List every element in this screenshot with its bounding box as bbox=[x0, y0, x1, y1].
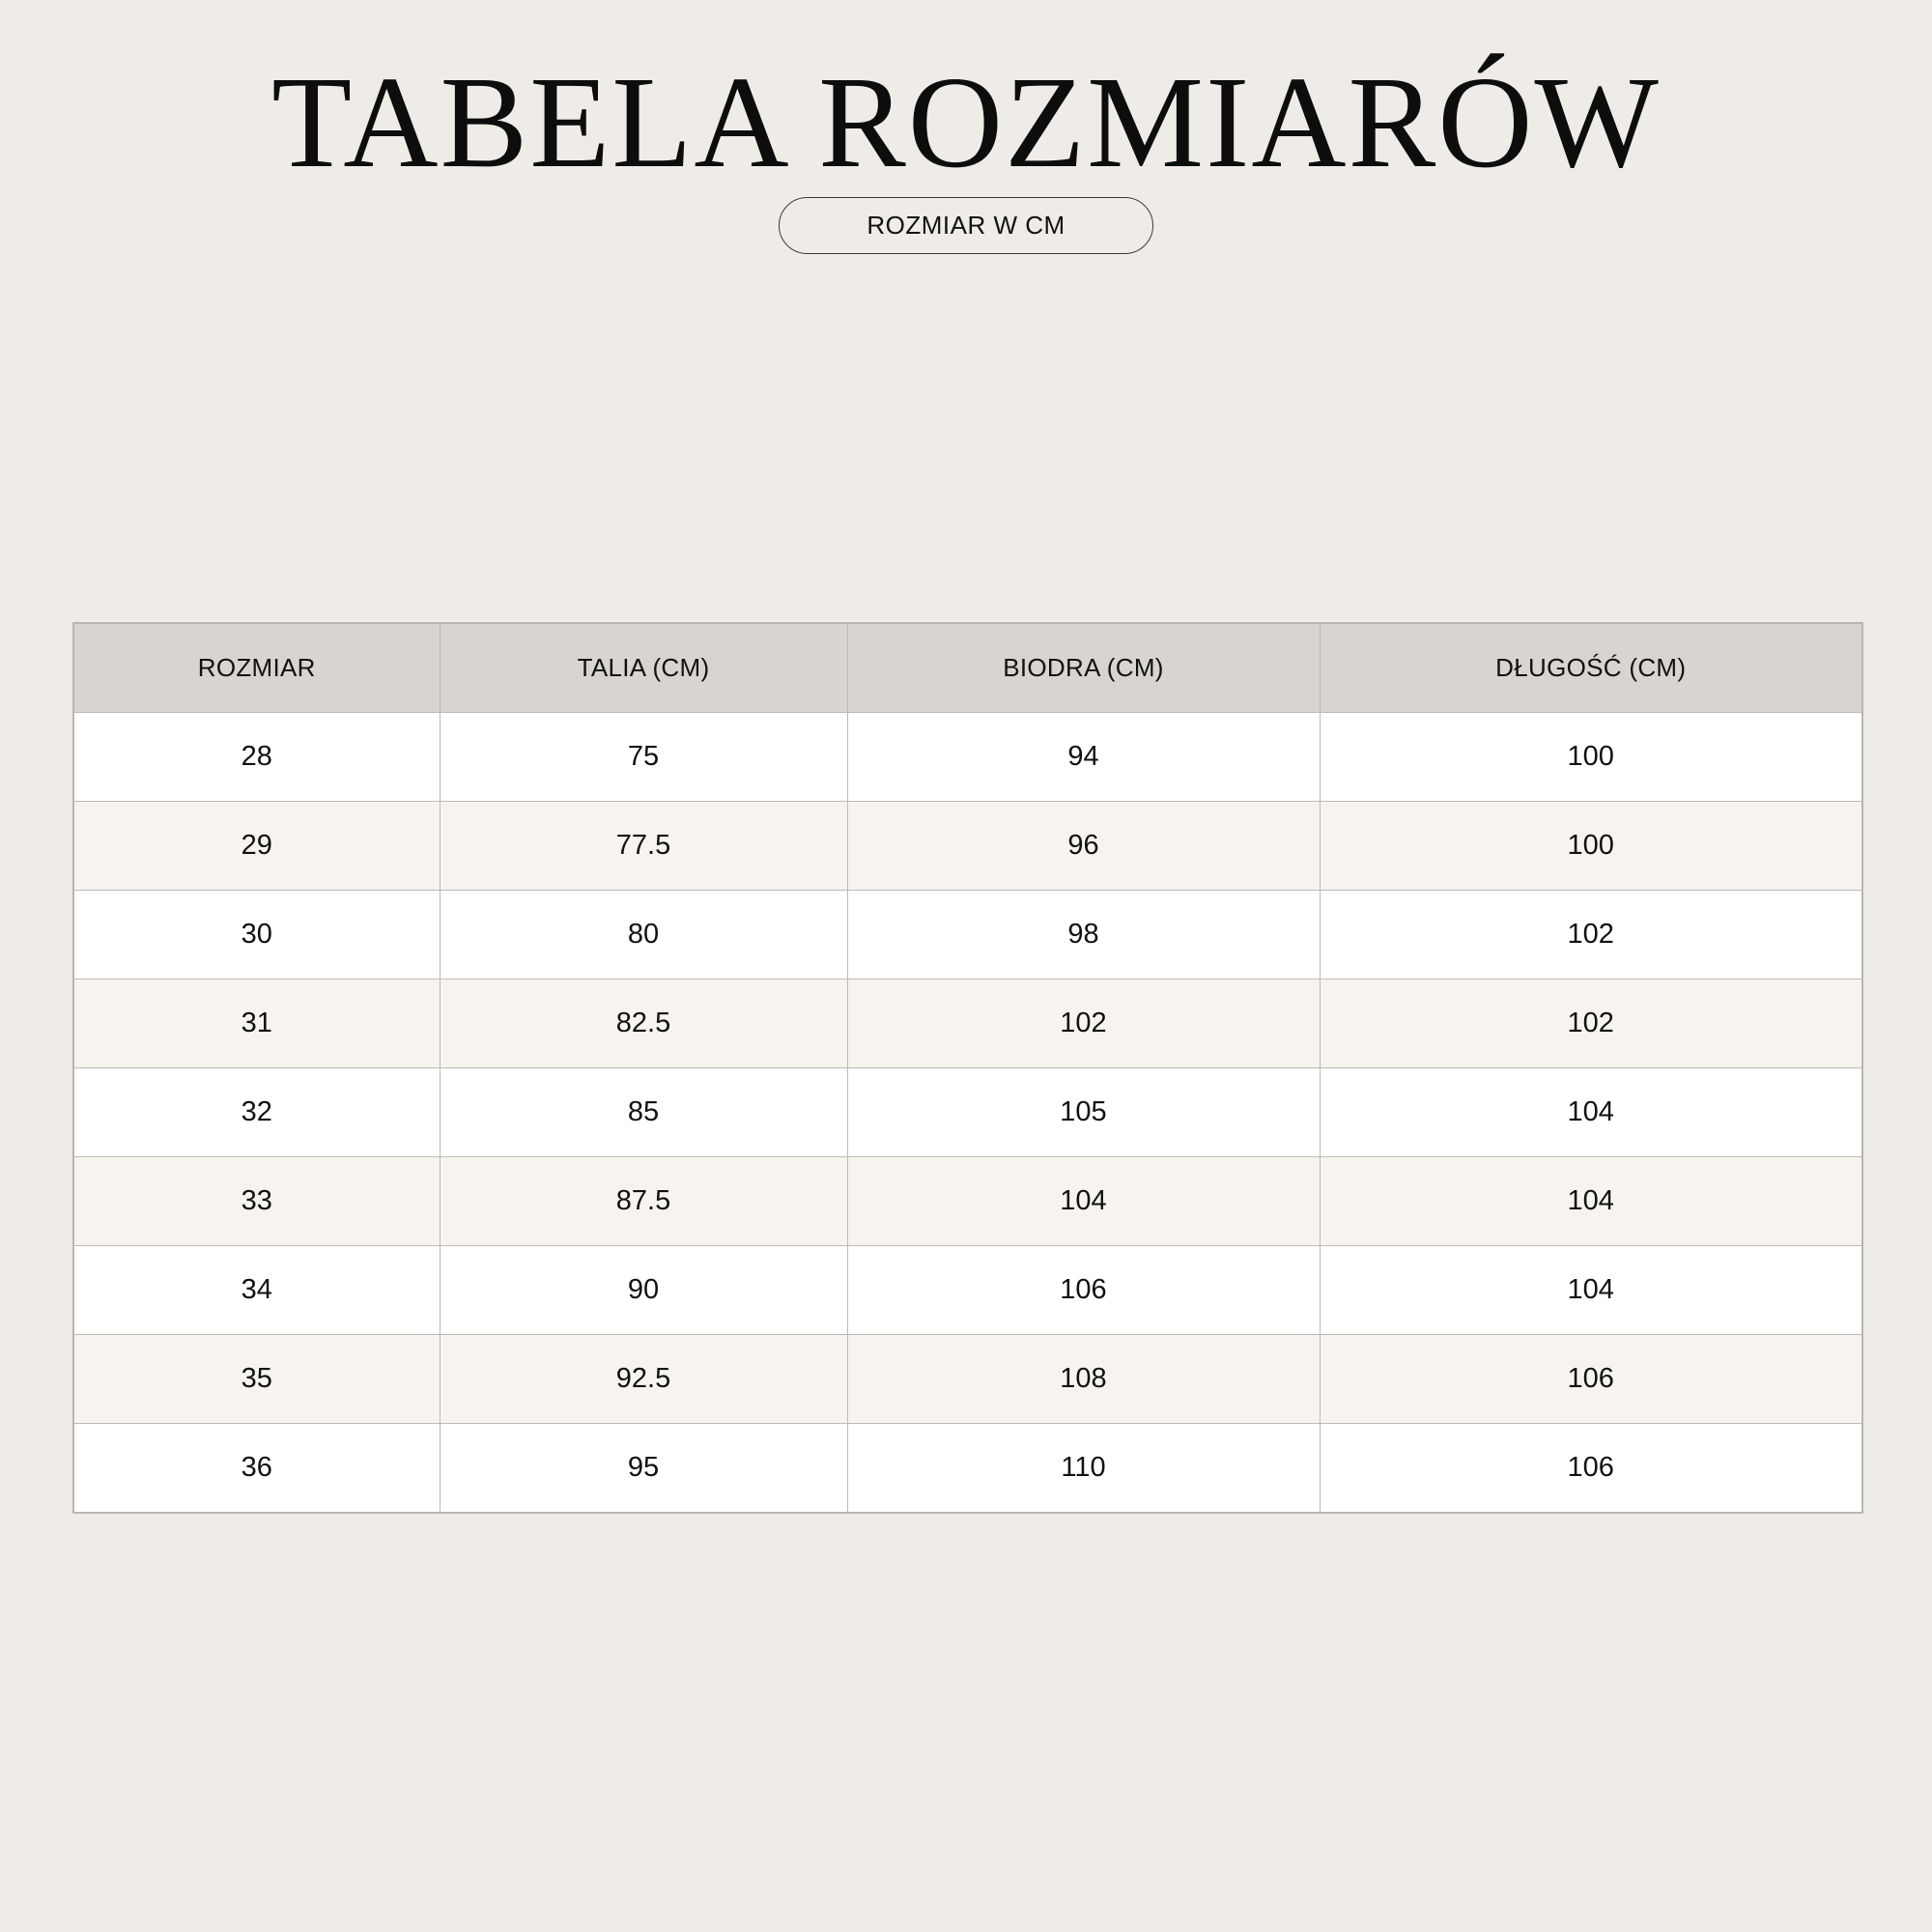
cell-size: 29 bbox=[73, 802, 440, 891]
table-row bbox=[73, 802, 1862, 891]
cell-hips: 102 bbox=[847, 980, 1320, 1068]
cell-waist: 90 bbox=[440, 1246, 847, 1335]
cell-waist: 77.5 bbox=[440, 802, 847, 891]
unit-badge-label: ROZMIAR W CM bbox=[867, 211, 1065, 240]
table-row bbox=[73, 891, 1862, 980]
cell-length: 104 bbox=[1320, 1157, 1862, 1246]
table-row bbox=[73, 713, 1862, 802]
page-title: TABELA ROZMIARÓW bbox=[271, 50, 1661, 195]
cell-size: 34 bbox=[73, 1246, 440, 1335]
cell-length: 102 bbox=[1320, 980, 1862, 1068]
cell-size: 33 bbox=[73, 1157, 440, 1246]
header-dlugosc: DŁUGOŚĆ (CM) bbox=[1320, 623, 1862, 713]
table-row bbox=[73, 1424, 1862, 1514]
cell-size: 30 bbox=[73, 891, 440, 980]
cell-hips: 106 bbox=[847, 1246, 1320, 1335]
cell-size: 35 bbox=[73, 1335, 440, 1424]
cell-hips: 104 bbox=[847, 1157, 1320, 1246]
cell-hips: 108 bbox=[847, 1335, 1320, 1424]
cell-length: 100 bbox=[1320, 713, 1862, 802]
cell-hips: 94 bbox=[847, 713, 1320, 802]
cell-waist: 82.5 bbox=[440, 980, 847, 1068]
header-rozmiar: ROZMIAR bbox=[73, 623, 440, 713]
cell-length: 100 bbox=[1320, 802, 1862, 891]
cell-waist: 92.5 bbox=[440, 1335, 847, 1424]
cell-waist: 95 bbox=[440, 1424, 847, 1514]
cell-length: 104 bbox=[1320, 1068, 1862, 1157]
table-row bbox=[73, 1068, 1862, 1157]
table-row bbox=[73, 1246, 1862, 1335]
cell-hips: 96 bbox=[847, 802, 1320, 891]
table-row bbox=[73, 980, 1862, 1068]
cell-hips: 105 bbox=[847, 1068, 1320, 1157]
size-table bbox=[72, 622, 1863, 1514]
header-biodra: BIODRA (CM) bbox=[847, 623, 1320, 713]
table-body bbox=[73, 713, 1862, 1514]
cell-length: 102 bbox=[1320, 891, 1862, 980]
cell-length: 106 bbox=[1320, 1424, 1862, 1514]
header-row bbox=[73, 623, 1862, 713]
header-talia: TALIA (CM) bbox=[440, 623, 847, 713]
table-row bbox=[73, 1335, 1862, 1424]
cell-waist: 87.5 bbox=[440, 1157, 847, 1246]
unit-badge bbox=[779, 197, 1153, 254]
table-row bbox=[73, 1157, 1862, 1246]
cell-size: 32 bbox=[73, 1068, 440, 1157]
cell-waist: 80 bbox=[440, 891, 847, 980]
cell-size: 31 bbox=[73, 980, 440, 1068]
cell-waist: 75 bbox=[440, 713, 847, 802]
cell-waist: 85 bbox=[440, 1068, 847, 1157]
table-header bbox=[73, 623, 1862, 713]
cell-hips: 98 bbox=[847, 891, 1320, 980]
cell-hips: 110 bbox=[847, 1424, 1320, 1514]
cell-length: 104 bbox=[1320, 1246, 1862, 1335]
cell-size: 28 bbox=[73, 713, 440, 802]
cell-size: 36 bbox=[73, 1424, 440, 1514]
cell-length: 106 bbox=[1320, 1335, 1862, 1424]
